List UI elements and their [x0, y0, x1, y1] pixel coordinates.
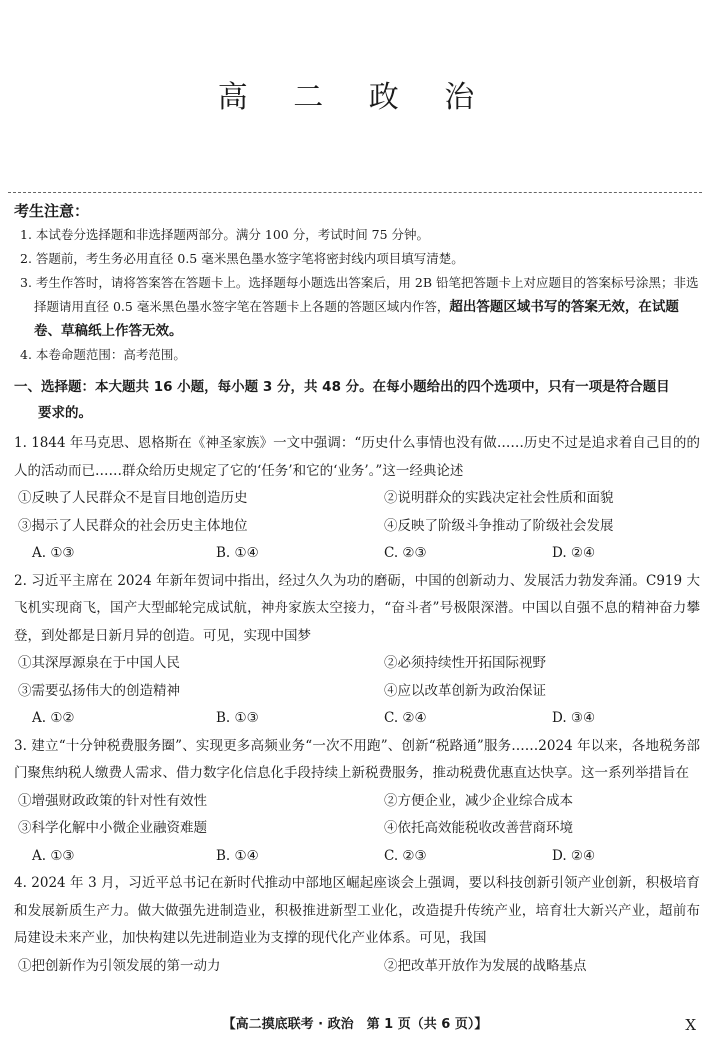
- statement: ①增强财政政策的针对性有效性: [18, 792, 207, 809]
- choice-d: D. ③④: [552, 710, 596, 726]
- question-statements: [14, 650, 700, 705]
- choice-c: C. ②③: [384, 545, 427, 561]
- page-footer: [0, 1012, 710, 1038]
- statement: ②方便企业，减少企业综合成本: [384, 792, 573, 809]
- statement: ④依托高效能税收改善营商环境: [384, 820, 573, 836]
- statement: ②必须持续性开拓国际视野: [384, 655, 546, 671]
- question-statements: [14, 788, 700, 843]
- statement: ②把改革开放作为发展的战略基点: [384, 957, 587, 974]
- notice-item: [14, 223, 700, 247]
- question-list: [14, 430, 700, 980]
- statement: ③揭示了人民群众的社会历史主体地位: [18, 517, 248, 534]
- notice-item: [14, 343, 700, 367]
- statement: ③科学化解中小微企业融资难题: [18, 820, 207, 836]
- choice-d: D. ②④: [552, 847, 596, 864]
- statement: ④应以改革创新为政治保证: [384, 682, 546, 699]
- section-heading: [14, 374, 700, 426]
- section-heading-line: 要求的。: [38, 405, 92, 421]
- statement: ①把创新作为引领发展的第一动力: [18, 957, 221, 974]
- choice-b: B. ①④: [216, 847, 259, 864]
- choice-a: A. ①②: [32, 710, 75, 726]
- question-2: [14, 568, 700, 733]
- question-statements: [14, 953, 700, 981]
- statement: ④反映了阶级斗争推动了阶级社会发展: [384, 517, 614, 534]
- notice-heading: 考生注意：: [14, 202, 90, 220]
- notice-item-bold-text: 超出答题区域书写的答案无效，在试题卷、草稿纸上作答无效。: [34, 299, 679, 339]
- choice-a: A. ①③: [32, 847, 75, 864]
- question-1: [14, 430, 700, 568]
- answer-choices: [14, 843, 700, 871]
- statement: ①其深厚源泉在于中国人民: [18, 655, 180, 671]
- question-stem: 2. 习近平主席在 2024 年新年贺词中指出，经过久久为功的磨砺，中国的创新动力、发展活力勃发奔涌。C919 大飞机实现商飞，国产大型邮轮完成试航，神舟家族太空接力，“奋斗者”号极限深潜。中国以自强不息的精神奋力攀登，到处都是日新月异的创造。可见，实现中国梦: [14, 572, 700, 644]
- dashed-divider: [8, 192, 702, 193]
- answer-choices: [14, 540, 700, 568]
- footer-page-info: 【高二摸底联考 · 政治 第 1 页（共 6 页）】: [222, 1017, 488, 1032]
- question-3: [14, 733, 700, 871]
- document-title: 高 二 政 治: [217, 80, 493, 115]
- question-stem: 4. 2024 年 3 月，习近平总书记在新时代推动中部地区崛起座谈会上强调，要以科技创新引领产业创新，积极培育和发展新质生产力。做大做强先进制造业，积极推进新型工业化，改造提升传统产业，培育壮大新兴产业，超前布局建设未来产业，加快构建以先进制造业为支撑的现代化产业体系。可见，我国: [14, 875, 700, 946]
- choice-b: B. ①③: [216, 710, 259, 726]
- notice-item-text: 4. 本卷命题范围：高考范围。: [20, 347, 186, 362]
- choice-c: C. ②③: [384, 847, 427, 864]
- question-stem: 3. 建立“十分钟税费服务圈”、实现更多高频业务“一次不用跑”、创新“税路通”服务……2024 年以来，各地税务部门聚焦纳税人缴费人需求、借力数字化信息化手段持续上新税费服务，推动税费优惠直达快享。这一系列举措旨在: [14, 737, 700, 781]
- statement: ①反映了人民群众不是盲目地创造历史: [18, 490, 248, 506]
- notice-item: [14, 271, 700, 343]
- choice-d: D. ②④: [552, 545, 596, 561]
- notice-block: [14, 200, 700, 367]
- notice-item-text: 3. 考生作答时，请将答案答在答题卡上。选择题每小题选出答案后，用 2B 铅笔把答题卡上对应题目的答案标号涂黑；非选择题请用直径 0.5 毫米黑色墨水签字笔在答题卡上各题的答题区域内作答，: [20, 275, 699, 314]
- notice-item-text: 1. 本试卷分选择题和非选择题两部分。满分 100 分，考试时间 75 分钟。: [20, 227, 430, 242]
- answer-choices: [14, 705, 700, 733]
- question-statements: [14, 485, 700, 540]
- choice-c: C. ②④: [384, 710, 427, 726]
- section-heading-line: 一、选择题：本大题共 16 小题，每小题 3 分，共 48 分。在每小题给出的四个选项中，只有一项是符合题目: [14, 379, 670, 395]
- notice-item-text: 2. 答题前，考生务必用直径 0.5 毫米黑色墨水签字笔将密封线内项目填写清楚。: [20, 251, 464, 266]
- statement: ②说明群众的实践决定社会性质和面貌: [384, 490, 614, 506]
- question-4: [14, 870, 700, 980]
- notice-item: [14, 247, 700, 271]
- choice-a: A. ①③: [32, 545, 75, 561]
- footer-mark: X: [685, 1016, 696, 1034]
- question-stem: 1. 1844 年马克思、恩格斯在《神圣家族》一文中强调：“历史什么事情也没有做……历史不过是追求着自己目的的人的活动而已……群众给历史规定了它的‘任务’和它的‘业务’。”这一经典论述: [14, 435, 700, 479]
- statement: ③需要弘扬伟大的创造精神: [18, 682, 180, 699]
- choice-b: B. ①④: [216, 545, 259, 561]
